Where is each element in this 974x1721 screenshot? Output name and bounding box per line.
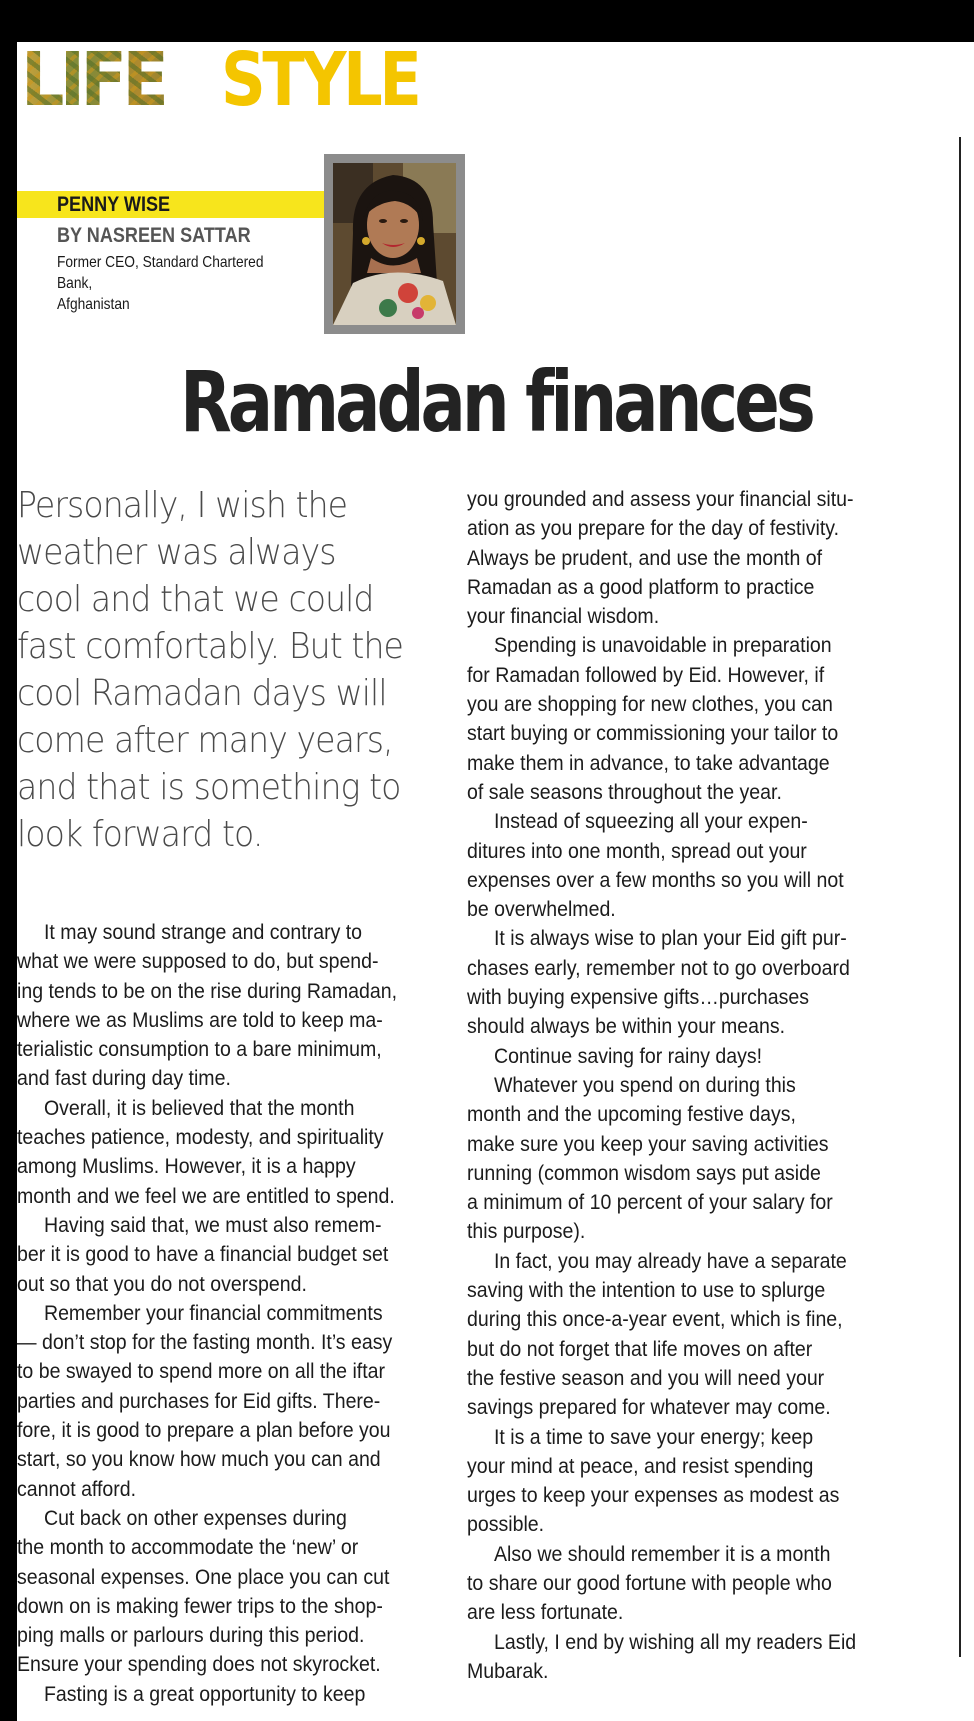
body-line: expenses over a few months so you will not <box>467 868 844 892</box>
pull-quote-line: fast comfortably. But the <box>17 626 403 667</box>
pull-quote-line: weather was always <box>17 532 336 573</box>
body-line: In fact, you may already have a separate <box>493 1249 847 1273</box>
body-line: Ensure your spending does not skyrocket. <box>17 1653 381 1677</box>
body-line: the month to accommodate the ‘new’ or <box>17 1536 359 1560</box>
body-line: out so that you do not overspend. <box>17 1272 307 1296</box>
body-line: cannot afford. <box>17 1477 137 1501</box>
body-line: Overall, it is believed that the month <box>43 1096 355 1120</box>
section-style-word: STYLE <box>221 42 419 123</box>
body-line: fore, it is good to prepare a plan before you <box>17 1419 391 1443</box>
body-column-left <box>17 918 447 1709</box>
body-line: should always be within your means. <box>467 1015 786 1039</box>
body-line: savings prepared for whatever may come. <box>467 1396 831 1420</box>
pull-quote-line: Personally, I wish the <box>17 485 348 526</box>
body-line: Remember your financial commitments <box>43 1301 383 1325</box>
body-column-right <box>467 485 937 1686</box>
body-line: for Ramadan followed by Eid. However, if <box>467 663 825 687</box>
author-title-line: Afghanistan <box>57 296 130 313</box>
body-line: Mubarak. <box>467 1659 549 1683</box>
body-line: seasonal expenses. One place you can cut <box>17 1565 390 1589</box>
body-line: of sale seasons throughout the year. <box>467 780 782 804</box>
body-line: teaches patience, modesty, and spirituality <box>17 1126 384 1150</box>
body-line: start, so you know how much you can and <box>17 1448 381 1472</box>
body-line: ber it is good to have a financial budget set <box>17 1243 389 1267</box>
author-photo-frame <box>324 154 465 334</box>
body-line: your financial wisdom. <box>467 605 660 629</box>
body-line: ping malls or parlours during this period. <box>17 1624 365 1648</box>
author-title <box>57 252 281 315</box>
body-line: during this once-a-year event, which is fine, <box>467 1308 843 1332</box>
body-line: ditures into one month, spread out your <box>467 839 807 863</box>
body-line: It may sound strange and contrary to <box>43 921 363 944</box>
body-line: ation as you prepare for the day of festivity. <box>467 517 839 541</box>
body-line: you grounded and assess your financial situ- <box>467 488 854 511</box>
pull-quote-line: look forward to. <box>17 814 263 855</box>
body-line: where we as Muslims are told to keep ma- <box>17 1008 383 1032</box>
pull-quote <box>17 482 457 858</box>
body-line: among Muslims. However, it is a happy <box>17 1155 356 1179</box>
body-line: what we were supposed to do, but spend- <box>17 950 379 974</box>
body-line: Fasting is a great opportunity to keep <box>43 1682 366 1706</box>
section-header <box>21 42 481 122</box>
body-line: Continue saving for rainy days! <box>493 1044 763 1068</box>
body-line: Instead of squeezing all your expen- <box>493 810 808 834</box>
pull-quote-line: cool Ramadan days will <box>17 673 387 714</box>
body-line: and fast during day time. <box>17 1067 231 1091</box>
body-line: be overwhelmed. <box>467 898 616 922</box>
author-name: BY NASREEN SATTAR <box>57 224 251 247</box>
newspaper-page <box>17 42 974 1721</box>
body-line: possible. <box>467 1513 545 1537</box>
body-line: down on is making fewer trips to the shop- <box>17 1594 383 1618</box>
body-line: the festive season and you will need your <box>467 1366 825 1390</box>
body-line: Ramadan as a good platform to practice <box>467 575 815 599</box>
pull-quote-line: cool and that we could <box>17 579 374 620</box>
body-line: a minimum of 10 percent of your salary for <box>467 1191 833 1215</box>
body-line: but do not forget that life moves on after <box>467 1337 813 1361</box>
body-line: Having said that, we must also remem- <box>43 1213 382 1237</box>
column-name: PENNY WISE <box>57 193 171 216</box>
body-line: — don’t stop for the fasting month. It’s easy <box>17 1331 393 1355</box>
body-line: month and the upcoming festive days, <box>467 1103 796 1127</box>
pull-quote-line: and that is something to <box>17 767 401 808</box>
body-line: chases early, remember not to go overboard <box>467 956 850 980</box>
body-line: parties and purchases for Eid gifts. There- <box>17 1389 381 1413</box>
body-line: Cut back on other expenses during <box>43 1506 347 1530</box>
body-line: start buying or commissioning your tailor to <box>467 722 839 746</box>
author-photo <box>333 163 456 325</box>
body-line: It is always wise to plan your Eid gift pur- <box>493 927 847 951</box>
body-line: urges to keep your expenses as modest as <box>467 1484 840 1508</box>
body-line: month and we feel we are entitled to spend. <box>17 1184 395 1208</box>
body-line: Always be prudent, and use the month of <box>467 546 823 570</box>
body-line: running (common wisdom says put aside <box>467 1161 821 1185</box>
author-title-line: Former CEO, Standard Chartered Bank, <box>57 254 264 292</box>
body-line: are less fortunate. <box>467 1601 624 1625</box>
body-line: to be swayed to spend more on all the iftar <box>17 1360 386 1384</box>
body-line: terialistic consumption to a bare minimum, <box>17 1038 382 1062</box>
body-line: make them in advance, to take advantage <box>467 751 830 775</box>
body-line: Whatever you spend on during this <box>493 1073 796 1097</box>
body-line: you are shopping for new clothes, you can <box>467 693 833 717</box>
body-line: Also we should remember it is a month <box>493 1542 831 1566</box>
section-life-word: LIFE <box>21 44 201 116</box>
headline-text: Ramadan finances <box>179 353 812 451</box>
body-line: saving with the intention to use to splurge <box>467 1279 826 1303</box>
body-line: this purpose). <box>467 1220 586 1244</box>
body-line: Spending is unavoidable in preparation <box>493 634 832 658</box>
headline <box>17 352 974 452</box>
body-line: your mind at peace, and resist spending <box>467 1454 814 1478</box>
body-line: with buying expensive gifts…purchases <box>467 986 809 1010</box>
body-line: to share our good fortune with people who <box>467 1571 832 1595</box>
body-line: ing tends to be on the rise during Ramadan, <box>17 979 398 1003</box>
body-line: It is a time to save your energy; keep <box>493 1425 814 1449</box>
pull-quote-line: come after many years, <box>17 720 393 761</box>
body-line: Lastly, I end by wishing all my readers Eid <box>493 1630 857 1654</box>
body-line: make sure you keep your saving activities <box>467 1132 829 1156</box>
